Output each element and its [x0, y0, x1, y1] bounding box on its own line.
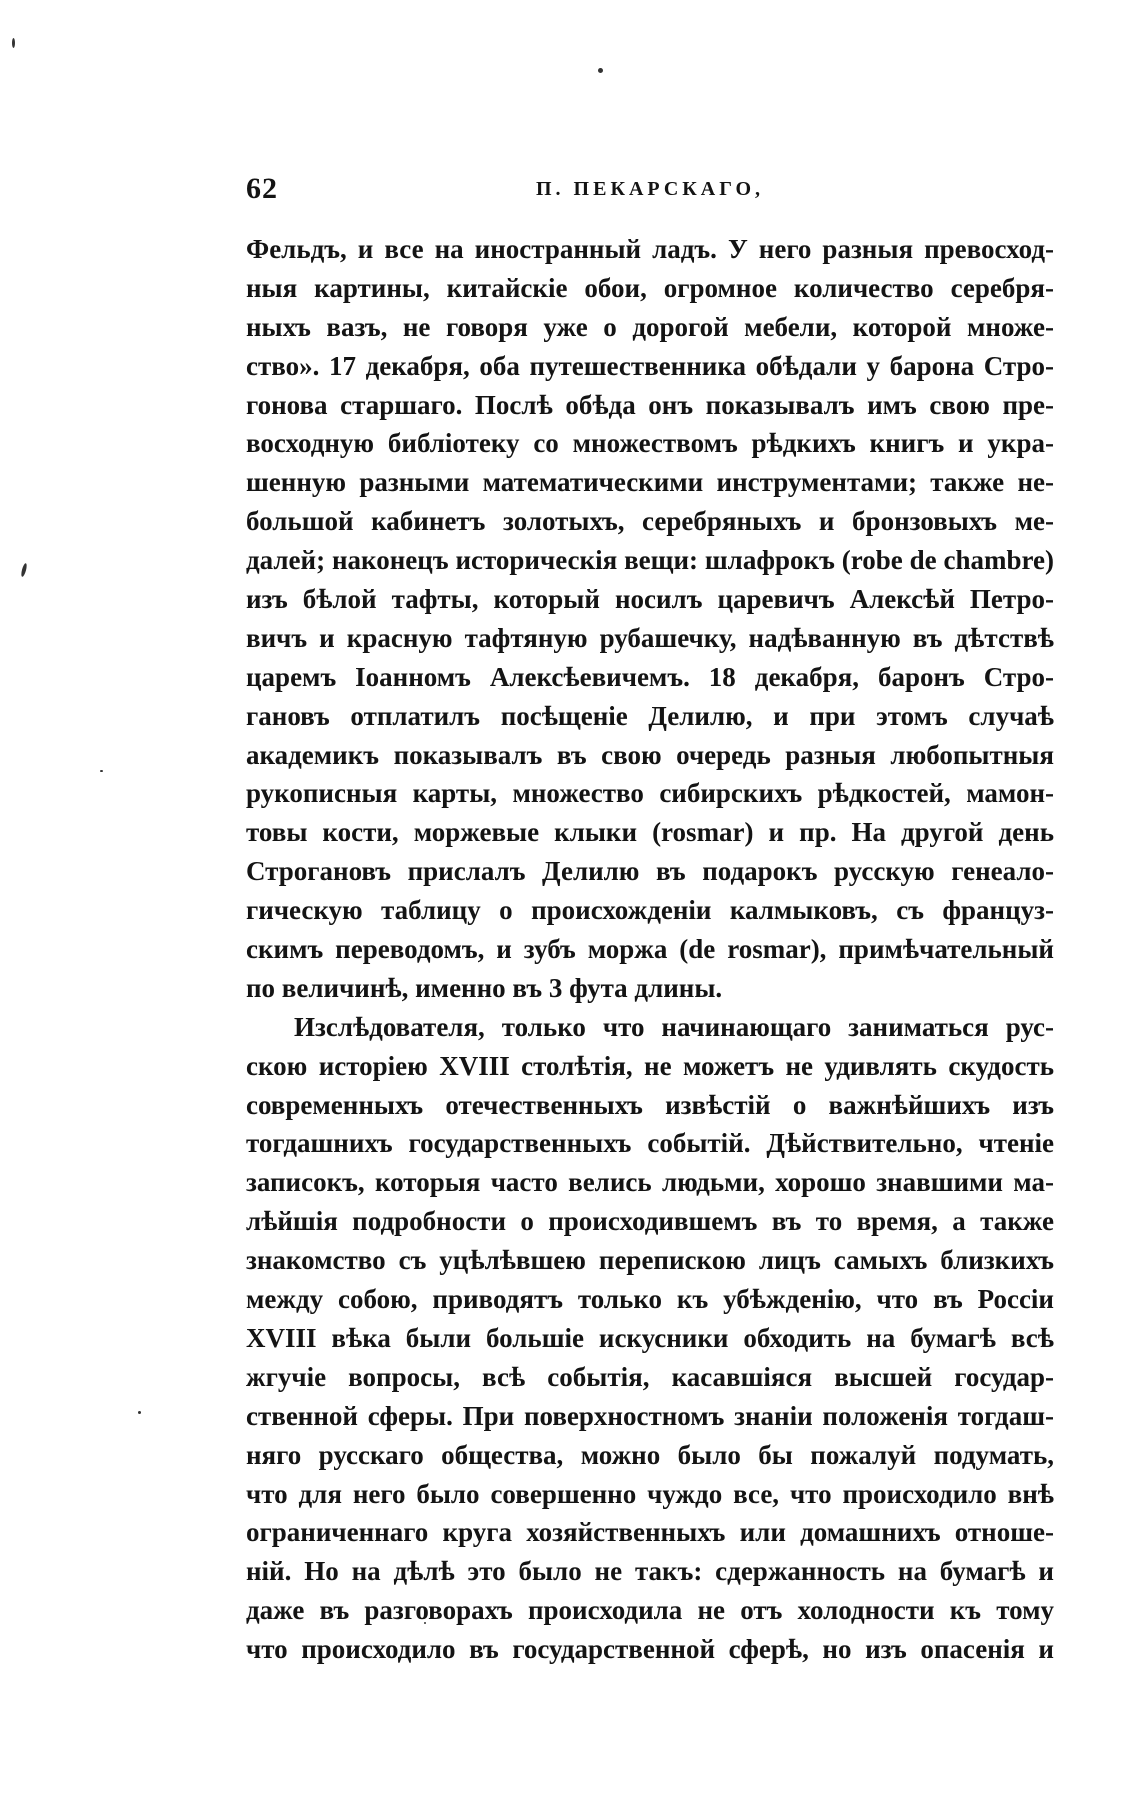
page-header	[246, 172, 1054, 212]
text-line: XVIII вѣка были большiе искусники обходить на бумагѣ всѣ	[246, 1322, 1054, 1353]
text-line: далей; наконецъ историческiя вещи: шлафрокъ (robe de chambre)	[246, 545, 1054, 576]
text-line: нiй. Но на дѣлѣ это было не такъ: сдержанность на бумагѣ и	[246, 1556, 1054, 1587]
text-line: царемъ Iоанномъ Алексѣевичемъ. 18 декабря, баронъ Стро-	[246, 661, 1054, 692]
text-line: жгучiе вопросы, всѣ событiя, касавшiяся высшей государ-	[246, 1361, 1054, 1392]
text-line: гановъ отплатилъ посѣщенiе Делилю, и при этомъ случаѣ	[246, 700, 1054, 731]
text-line: что происходило въ государственной сферѣ, но изъ опасенiя и	[246, 1634, 1054, 1665]
text-line: знакомство съ уцѣлѣвшею перепискою лицъ самыхъ близкихъ	[246, 1245, 1054, 1276]
text-line: няго русскаго общества, можно было бы пожалуй подумать,	[246, 1439, 1054, 1470]
text-line: тогдашнихъ государственныхъ событiй. Дѣйствительно, чтенiе	[246, 1128, 1054, 1159]
text-line: товы кости, моржевые клыки (rosmar) и пр. На другой день	[246, 817, 1054, 848]
paragraph	[246, 230, 1054, 1008]
text-line: ственной сферы. При поверхностномъ знанiи положенiя тогдаш-	[246, 1400, 1054, 1431]
scan-speck	[20, 563, 27, 578]
text-line: скою исторiею XVIII столѣтiя, не можетъ не удивлять скудость	[246, 1050, 1054, 1081]
text-line: скимъ переводомъ, и зубъ моржа (de rosmar), примѣчательный	[246, 934, 1054, 965]
text-line: Строгановъ прислалъ Делилю въ подарокъ русскую генеало-	[246, 856, 1054, 887]
text-line: гонова старшаго. Послѣ обѣда онъ показывалъ имъ свою пре-	[246, 389, 1054, 420]
running-head: П. ПЕКАРСКАГО,	[535, 178, 765, 200]
text-line: что для него было совершенно чуждо все, что происходило внѣ	[246, 1478, 1054, 1509]
scan-speck	[12, 38, 15, 48]
text-line: лѣйшiя подробности о происходившемъ въ то время, а также	[246, 1206, 1054, 1237]
text-line: шенную разными математическими инструментами; также не-	[246, 467, 1054, 498]
text-line: по величинѣ, именно въ 3 фута длины.	[246, 972, 723, 1003]
text-line: ограниченнаго круга хозяйственныхъ или домашнихъ отноше-	[246, 1517, 1054, 1548]
text-line: Изслѣдователя, только что начинающаго заниматься рус-	[294, 1011, 1054, 1042]
scan-speck	[138, 1411, 141, 1414]
text-line: ство». 17 декабря, оба путешественника обѣдали у барона Стро-	[246, 350, 1054, 381]
text-line: восходную библiотеку со множествомъ рѣдкихъ книгъ и укра-	[246, 428, 1054, 459]
text-line: Фельдъ, и все на иностранный ладъ. У него разныя превосход-	[246, 234, 1054, 264]
page-number: 62	[246, 172, 278, 205]
text-line: ныя картины, китайскiе обои, огромное количество серебря-	[246, 272, 1054, 303]
text-line: изъ бѣлой тафты, который носилъ царевичъ Алексѣй Петро-	[246, 584, 1054, 615]
paragraph	[246, 1008, 1054, 1669]
body-text	[246, 230, 1054, 1669]
text-line: большой кабинетъ золотыхъ, серебряныхъ и бронзовыхъ ме-	[246, 506, 1054, 537]
text-line: современныхъ отечественныхъ извѣстiй о важнѣйшихъ изъ	[246, 1089, 1054, 1120]
scan-speck	[598, 68, 603, 73]
text-line: рукописныя карты, множество сибирскихъ рѣдкостей, мамон-	[246, 778, 1054, 809]
text-line: записокъ, которыя часто велись людьми, хорошо знавшими ма-	[246, 1167, 1054, 1198]
scan-speck	[100, 770, 103, 772]
text-line: между собою, приводятъ только къ убѣжденiю, что въ Россiи	[246, 1284, 1054, 1315]
text-line: ныхъ вазъ, не говоря уже о дорогой мебели, которой множе-	[246, 311, 1054, 342]
text-line: гическую таблицу о происхожденiи калмыковъ, съ француз-	[246, 895, 1054, 926]
text-line: академикъ показывалъ въ свою очередь разныя любопытныя	[246, 739, 1054, 770]
text-line: даже въ разговорахъ происходила не отъ холодности къ тому	[246, 1595, 1054, 1626]
text-line: вичъ и красную тафтяную рубашечку, надѣванную въ дѣтствѣ	[246, 622, 1054, 653]
